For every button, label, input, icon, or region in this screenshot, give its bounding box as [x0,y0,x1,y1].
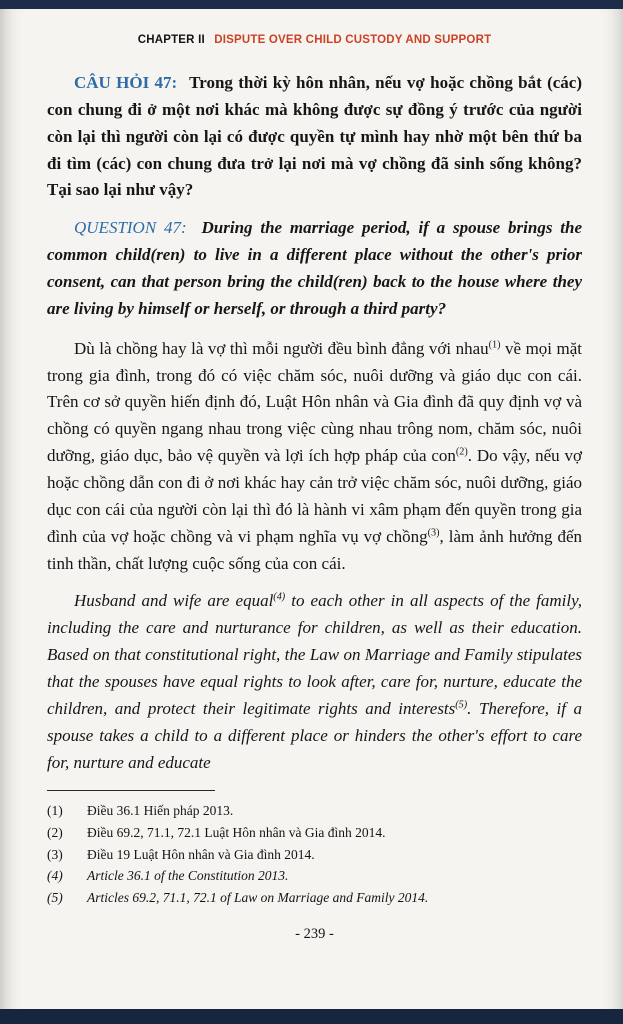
footnote-number: (4) [47,868,63,884]
footnote-number: (3) [47,846,63,862]
footnote-number: (2) [47,825,63,841]
text-segment: Dù là chồng hay là vợ thì mỗi người đều bình đẳng với nhau [74,338,489,358]
footnote-text: Điều 36.1 Hiến pháp 2013. [87,803,234,819]
footnote-divider [47,790,215,791]
footnote-text: Articles 69.2, 71.1, 72.1 of Law on Marriage and Family 2014. [87,889,429,905]
footnote-3 [47,844,582,866]
footnote-text: Điều 19 Luật Hôn nhân và Gia đình 2014. [87,846,315,862]
text-segment: . Do vậy, nếu vợ hoặc chồng dẫn con đi ở nơi khác hay cản trở việc chăm sóc, nuôi dưỡng, giáo dục con cái của người còn lại thì đó là hành vi xâm phạm đến quyền trong gia đình của vợ hoặc chồng và vi phạm nghĩa vụ vợ chồng [47,446,582,546]
footnote-text: Điều 69.2, 71.1, 72.1 Luật Hôn nhân và Gia đình 2014. [87,825,386,841]
footnote-ref-2: (2) [455,446,468,458]
footnotes-section [47,800,582,908]
footnote-text: Article 36.1 of the Constitution 2013. [87,868,289,884]
text-segment: về mọi mặt trong gia đình, trong đó có việc chăm sóc, nuôi dưỡng và giáo dục con cái. Trên cơ sở quyền hiến định đó, Luật Hôn nhân và Gia đình đã quy định vợ và chồng có quyền ngang nhau trong việc cùng nhau trông nom, chăm sóc, nuôi dưỡng, giáo dục, bảo vệ quyền và lợi ích hợp pháp của con [47,338,582,466]
text-segment: . Therefore, if a spouse takes a child to a different place or hinders the other's effort to care for, nurture and educate [47,698,583,772]
question-en-text: During the marriage period, if a spouse brings the common child(ren) to live in a different place without the other's prior consent, can that person bring the child(ren) back to the house where they are living by himself or herself, or through a third party? [47,218,583,318]
footnote-ref-5: (5) [455,699,468,711]
book-bottom-edge [0,1009,623,1024]
question-vi-label: CÂU HỎI 47: [74,73,178,92]
footnote-ref-3: (3) [427,527,440,539]
text-segment: Husband and wife are equal [74,591,274,611]
footnote-ref-1: (1) [488,339,501,351]
paragraph-en [47,588,582,776]
footnote-2 [47,822,582,844]
footnote-number: (5) [47,889,63,905]
footnote-number: (1) [47,803,63,819]
question-vi [47,70,582,204]
question-en [47,215,582,322]
chapter-title: DISPUTE OVER CHILD CUSTODY AND SUPPORT [214,34,492,46]
footnote-ref-4: (4) [273,591,286,603]
paragraph-vi [47,336,582,578]
question-en-label: QUESTION 47: [74,218,187,238]
footnote-4 [47,865,582,887]
footnote-1 [47,800,582,822]
page-content [47,34,582,943]
chapter-header [47,34,582,46]
text-segment: , làm ảnh hưởng đến tinh thần, chất lượng cuộc sống của con cái. [47,526,582,573]
chapter-label: CHAPTER II [137,34,205,46]
footnote-5 [47,887,582,909]
page-number: - 239 - [295,926,334,943]
book-top-edge [0,0,623,9]
question-vi-text: Trong thời kỳ hôn nhân, nếu vợ hoặc chồng bắt (các) con chung đi ở một nơi khác mà không được sự đồng ý trước của người còn lại thì người còn lại có được quyền tự mình hay nhờ một bên thứ ba đi tìm (các) con chung đưa trở lại nơi mà vợ chồng đã sinh sống không? Tại sao lại như vậy? [47,73,582,200]
text-segment: to each other in all aspects of the family, including the care and nurturance for children, as well as their education. Based on that constitutional right, the Law on Marriage and Family stipulates that the spouses have equal rights to look after, care for, nurture, educate the children, and protect their legitimate rights and interests [47,591,582,718]
